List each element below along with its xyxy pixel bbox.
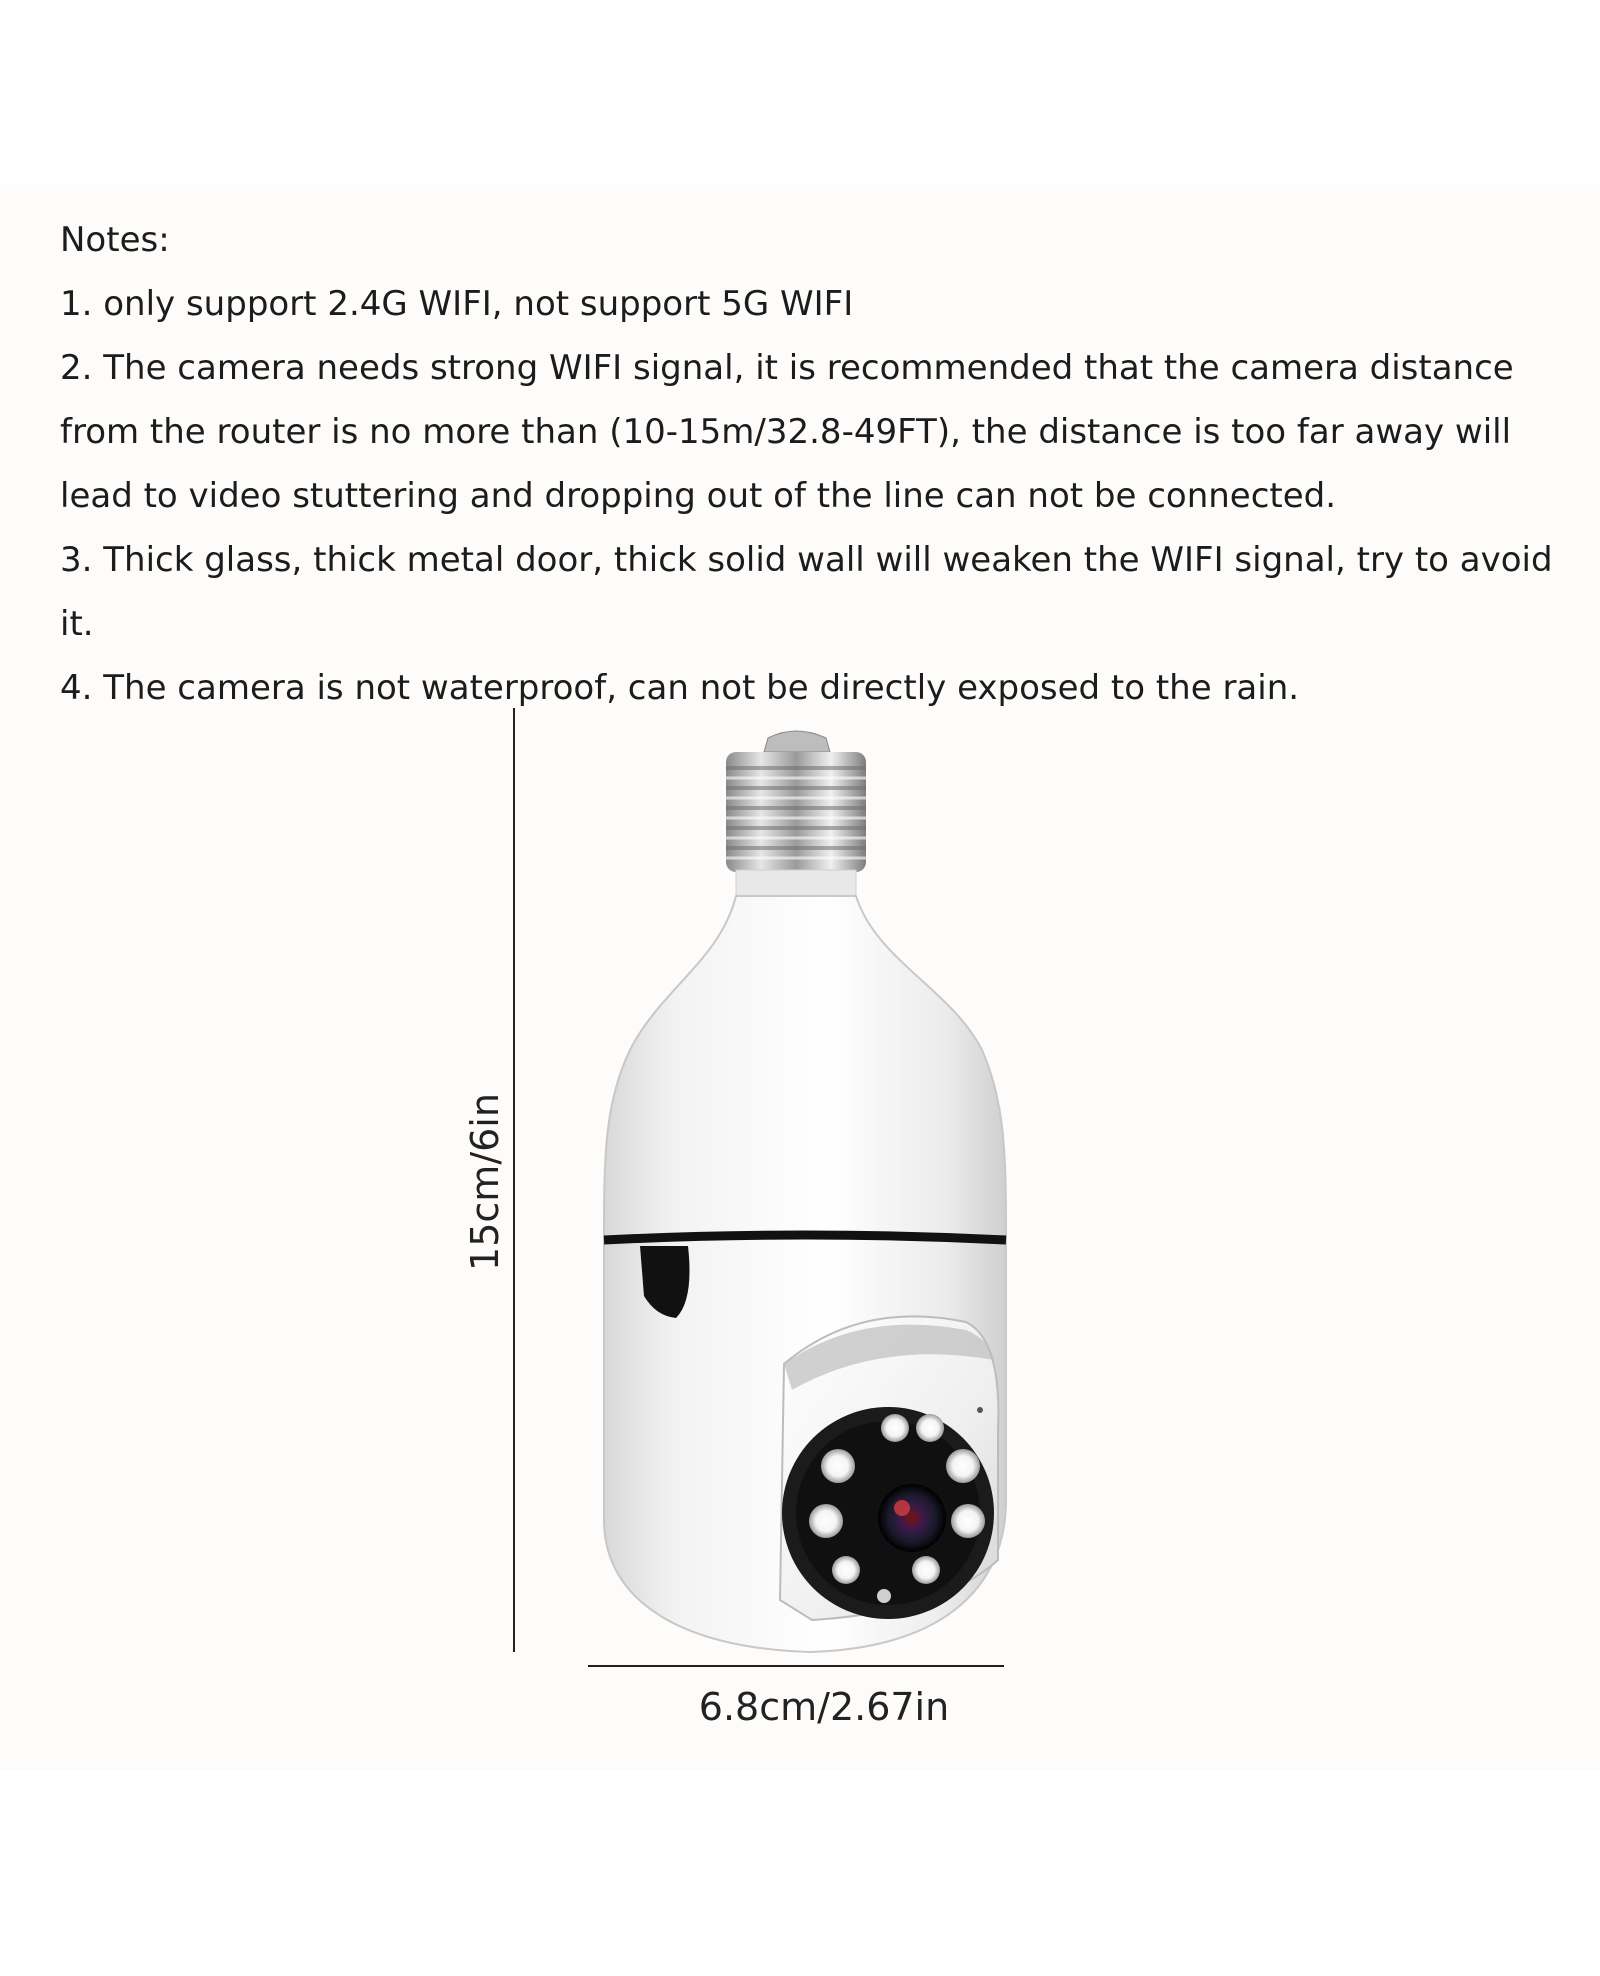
led-icon <box>916 1414 944 1442</box>
camera-lens-icon <box>878 1484 946 1552</box>
led-icon <box>881 1414 909 1442</box>
led-icon <box>946 1449 980 1483</box>
led-icon <box>912 1556 940 1584</box>
led-icon <box>809 1504 843 1538</box>
led-icon <box>821 1449 855 1483</box>
led-icon <box>951 1504 985 1538</box>
note-item-4: 4. The camera is not waterproof, can not be directly exposed to the rain. <box>60 668 1300 708</box>
bulb-base-tip <box>764 731 830 752</box>
lens-highlight <box>894 1500 910 1516</box>
indicator-dot <box>977 1407 983 1413</box>
body-seam <box>604 1235 1006 1240</box>
note-item-1: 1. only support 2.4G WIFI, not support 5G WIFI <box>60 284 854 324</box>
led-icon <box>832 1556 860 1584</box>
screw-thread-icon <box>726 752 866 896</box>
height-dimension-label: 15cm/6in <box>463 1093 507 1271</box>
sensor-icon <box>877 1589 891 1603</box>
width-dimension-label: 6.8cm/2.67in <box>698 1685 950 1729</box>
note-item-2: 2. The camera needs strong WIFI signal, it is recommended that the camera distance from the router is no more than (10-15m/32.8-49FT), the distance is too far away will lead to video stuttering and dropping out of the line can not be connected. <box>60 348 1514 516</box>
note-item-3: 3. Thick glass, thick metal door, thick solid wall will weaken the WIFI signal, try to avoid it. <box>60 540 1553 644</box>
notes-heading: Notes: <box>60 220 170 260</box>
